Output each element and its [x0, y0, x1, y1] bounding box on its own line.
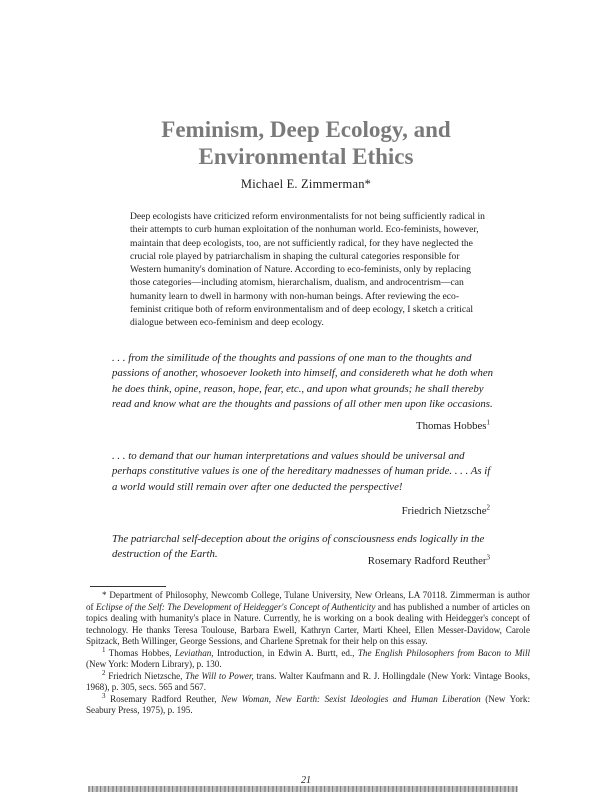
footnote-ref: 1	[486, 418, 490, 427]
epigraph-author-nietzsche: Friedrich Nietzsche$^2$	[401, 503, 490, 517]
footnotes	[86, 590, 530, 717]
footnote-divider	[90, 586, 166, 587]
footnote-3: $^3$ Rosemary Radford Reuther, New Woman, New Earth: Sexist Ideologies and Human Liberation (New York: Seabury Press, 1975), p. 195.	[86, 691, 530, 715]
epigraph-text: The patriarchal self-deception about the origins of consciousness ends logically in the destruction of the Earth.	[112, 533, 485, 561]
footnote-ref: 3	[486, 553, 490, 562]
abstract	[130, 210, 486, 330]
title-line-1: Feminism, Deep Ecology, and	[161, 117, 451, 142]
article-title	[60, 116, 552, 170]
title-line-2: Environmental Ethics	[198, 144, 414, 169]
epigraph-author-hobbes: Thomas Hobbes$^1$	[416, 418, 490, 432]
footnote-ref: 2	[486, 503, 490, 512]
epigraph-text: . . . to demand that our human interpretations and values should be universal and perhaps constitutive values is one of the hereditary madnesses of human pride. . . . As if a world would still remain over after one deducted the perspective!	[112, 450, 491, 493]
footnote-author: * Department of Philosophy, Newcomb College, Tulane University, New Orleans, LA 70118. Zimmerman is author of Eclipse of the Self: The Development of Heidegger's Concept of Authenticity and has published a number of articles on topics dealing with humanity's place in Nature. Currently, he is working on a book dealing with Heidegger's concept of technology. He thanks Teresa Toulouse, Barbara Ewell, Kathryn Carter, Marti Kheel, Ellen Messer-Davidow, Carole Spitzack, Beth Willinger, George Sessions, and Charlene Spretnak for their help on this essay.	[86, 590, 530, 646]
author-name: Michael E. Zimmerman*	[240, 177, 372, 191]
page-number: 21	[301, 775, 311, 786]
epigraph-text: . . . from the similitude of the thoughts and passions of one man to the thoughts and passions of another, whosoever looketh into himself, and considereth what he doth when he does think, opine, reason, hope, fear, etc., and upon what grounds; he shall thereby read and know what are the thoughts and passions of all other men upon like occasions.	[112, 352, 494, 411]
abstract-text: Deep ecologists have criticized reform environmentalists for not being sufficiently radical in their attempts to curb human exploitation of the nonhuman world. Eco-feminists, however, maintain that deep ecologists, too, are not sufficiently radical, for they have neglected the crucial role played by patriarchalism in shaping the cultural categories responsible for Western humanity's domination of Nature. According to eco-feminists, only by replacing those categories—including atomism, hierarchalism, dualism, and androcentrism—can humanity learn to dwell in harmony with non-human beings. After reviewing the eco-feminist critique both of reform environmentalism and of deep ecology, I sketch a critical dialogue between eco-feminism and deep ecology.	[130, 211, 485, 329]
footnote-2: $^2$ Friedrich Nietzsche, The Will to Power, trans. Walter Kaufmann and R. J. Hollingdale (New York: Vintage Books, 1968), p. 305, secs. 565 and 567.	[86, 668, 530, 692]
epigraph-nietzsche	[112, 449, 498, 495]
epigraph-hobbes	[112, 351, 498, 413]
footnote-1: $^1$ Thomas Hobbes, Leviathan, Introduction, in Edwin A. Burtt, ed., The English Philosophers from Bacon to Mill (New York: Modern Library), p. 130.	[86, 645, 530, 669]
scan-edge-band	[88, 786, 518, 792]
epigraph-author-reuther: Rosemary Radford Reuther$^3$	[367, 553, 490, 567]
